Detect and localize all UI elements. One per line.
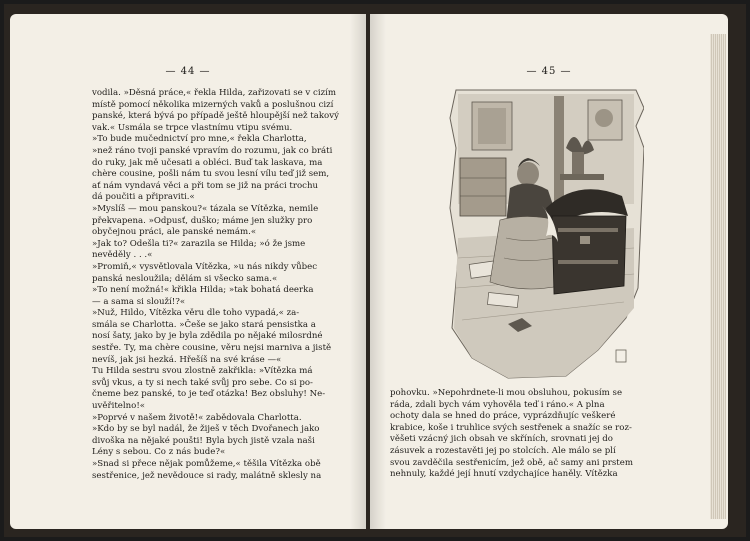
book-spread (4, 4, 746, 537)
text-line: svůj vkus, a ty si nech také svůj pro sebe. Co si po- (92, 377, 313, 388)
text-line: zásuvek a rozestavěti jej po stolcích. Ale málo se plí (390, 445, 616, 456)
text-line: »To není možná!« křikla Hilda; »tak bohatá deerka (92, 285, 314, 296)
text-line: »To bude mučednictví pro mne,« řekla Charlotta, (92, 134, 307, 145)
page-edges (710, 34, 726, 519)
left-page (10, 14, 366, 529)
text-line: »Myslíš — mou panskou?« tázala se Vítězka, nemile (92, 203, 319, 214)
right-page-text (390, 388, 662, 481)
illustration-woman-unpacking-trunk (448, 88, 644, 380)
text-line: nosí šaty, jako by je byla zdědila po nějaké milosrdné (92, 331, 323, 342)
page-number-right: — 45 — (526, 66, 572, 77)
text-line: uvěřitelno!« (92, 401, 146, 412)
text-line: krabice, koše i truhlice svých sestřenek a snažíc se roz- (390, 422, 632, 433)
text-line: »Kdo by se byl nadál, že žiješ v těch Dvořanech jako (92, 424, 320, 435)
text-line: ochoty dala se hned do práce, vyprázdňujíc veškeré (390, 411, 616, 422)
text-line: sestře. Ty, ma chère cousine, věru nejsi marniva a jistě (92, 343, 332, 354)
text-line: věšeti vzácný jich obsah ve skříních, srovnati jej do (390, 434, 613, 445)
text-line: ráda, zdali bych vám vyhověla teď i ráno.« A plna (390, 399, 605, 410)
text-line: »než ráno tvoji panské vpravím do rozumu, jak co bráti (92, 145, 333, 156)
text-line: — a sama si slouží!?« (92, 296, 186, 307)
text-line: »Poprvé v našem životě!« zabědovala Charlotta. (92, 412, 302, 423)
text-line: »Snad si přece nějak pomůžeme,« těšila Vítězka obě (92, 459, 321, 469)
text-line: místě pomocí několika mizerných vaků a poslušnou cizí (92, 99, 334, 110)
page-number-left: — 44 — (165, 66, 211, 77)
right-page (370, 14, 728, 529)
text-line: nevíš, jak jsi hezká. Hřešíš na své kráse —« (92, 354, 282, 365)
text-line: dá poučiti a připraviti.« (92, 192, 195, 203)
text-line: sestřenice, jež nevědouce si rady, malátně sklesly na (92, 470, 322, 481)
text-line: do ruky, jak mě učesati a obléci. Buď tak laskava, ma (92, 157, 323, 168)
left-page-text (92, 88, 339, 482)
text-line: »Nuž, Hildo, Vítězka věru dle toho vypadá,« za- (92, 308, 300, 319)
text-line: smála se Charlotta. »Češe se jako stará pensistka a (92, 319, 316, 330)
text-line: divoška na nějaké poušti! Byla bych jistě vzala naši (92, 435, 315, 446)
gutter-shadow (370, 14, 386, 529)
text-line: pohovku. »Nepohrdnete-li mou obsluhou, pokusím se (390, 388, 623, 398)
text-line: obyčejnou práci, ale panské nemám.« (92, 227, 257, 238)
text-line: Tu Hilda sestru svou zlostně zakřikla: »Vítězka má (92, 366, 313, 377)
text-line: nehnuly, každé její hnutí vzdychajíce haněly. Vítězka (390, 469, 618, 480)
text-line: »Promiň,« vysvětlovala Vítězka, »u nás nikdy vůbec (92, 261, 318, 272)
text-line: panské, která bývá po případě ještě hloupější než takový (92, 111, 339, 122)
text-line: »Jak to? Odešla ti?« zarazila se Hilda; »ó že jsme (92, 238, 306, 249)
gutter-shadow (350, 14, 366, 529)
text-line: čneme bez panské, to je teď otázka! Bez obsluhy! Ne- (92, 389, 326, 400)
text-line: nevěděly . . .« (92, 250, 153, 261)
text-line: panská nesloužila; dělám si všecko sama.« (92, 273, 278, 284)
text-line: chère cousine, pošli nám tu svou lesní vílu teď již sem, (92, 169, 330, 180)
text-line: Lény s sebou. Co z nás bude?« (92, 447, 226, 458)
text-line: vodila. »Děsná práce,« řekla Hilda, zařizovati se v cizím (92, 88, 337, 98)
text-line: ať nám vyndavá věci a při tom se již na práci trochu (92, 180, 319, 191)
text-line: svou zavděčila sestřenicím, jež obě, ač samy ani prstem (390, 457, 633, 468)
text-line: překvapena. »Odpusť, duško; máme jen služky pro (92, 215, 313, 226)
text-line: vak.« Usmála se trpce vlastnímu vtipu svému. (92, 122, 293, 133)
